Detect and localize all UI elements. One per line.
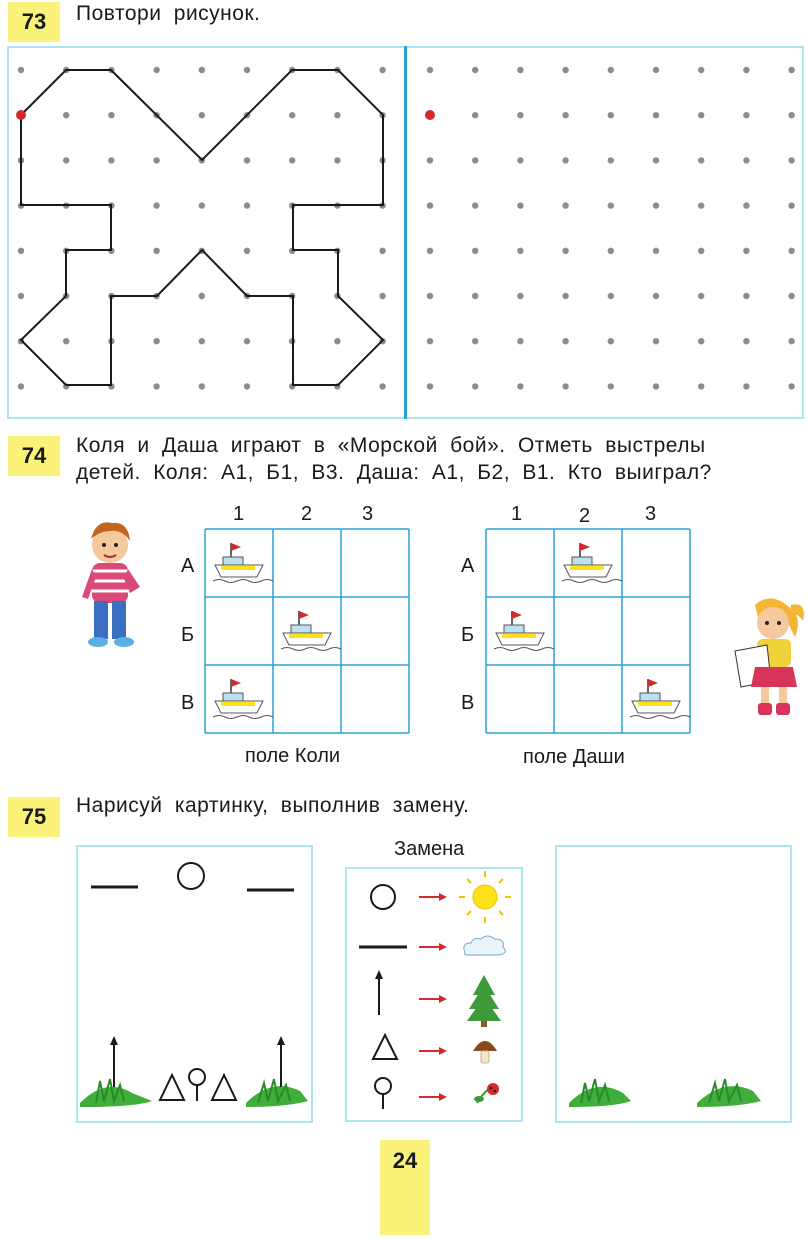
- legend-arrow: [419, 1093, 447, 1101]
- grid-dot: [788, 383, 794, 389]
- grid-dot: [562, 202, 568, 208]
- grid-dot: [153, 248, 159, 254]
- grid-dot: [517, 112, 523, 118]
- ship-icon: [213, 543, 273, 583]
- grid-dot: [653, 157, 659, 163]
- ship-icon: [562, 543, 622, 583]
- grid-dot: [379, 248, 385, 254]
- grid-dot: [698, 383, 704, 389]
- grid-dot: [517, 293, 523, 299]
- dasha-field-caption: поле Даши: [523, 746, 625, 768]
- ship-icon: [213, 679, 273, 719]
- grid-dot: [199, 202, 205, 208]
- grid-dot: [608, 157, 614, 163]
- cloud-icon: [464, 936, 505, 955]
- grid-dot: [562, 157, 568, 163]
- grid-dot: [743, 248, 749, 254]
- grid-dot: [427, 293, 433, 299]
- kolya-col-3: 3: [362, 503, 374, 525]
- triangle-symbol: [212, 1075, 236, 1100]
- task-74-line-1: Коля и Даша играют в «Морской бой». Отметь выстрелы: [76, 434, 706, 457]
- kolya-row-b: Б: [181, 624, 195, 646]
- circle-symbol: [178, 863, 204, 889]
- grid-dot: [653, 293, 659, 299]
- kolya-field-grid: [205, 529, 411, 735]
- grid-dot: [743, 157, 749, 163]
- dasha-col-1: 1: [511, 503, 523, 525]
- grid-dot: [517, 67, 523, 73]
- task-75-text: Нарисуй картинку, выполнив замену.: [76, 794, 470, 817]
- grass-left: [80, 1079, 152, 1107]
- triangle-icon: [373, 1035, 397, 1059]
- grid-dot: [427, 383, 433, 389]
- grid-dot: [427, 338, 433, 344]
- grid-dot: [63, 112, 69, 118]
- grid-dot: [379, 293, 385, 299]
- kolya-row-v: В: [181, 692, 195, 714]
- grid-dot: [698, 157, 704, 163]
- grid-dot: [244, 67, 250, 73]
- grass-right: [246, 1079, 308, 1107]
- sun-icon: [459, 871, 511, 923]
- grid-dot: [517, 338, 523, 344]
- grid-dot: [698, 338, 704, 344]
- grid-dot: [108, 112, 114, 118]
- grid-dot: [244, 248, 250, 254]
- dasha-col-3: 3: [645, 503, 657, 525]
- grid-dot: [653, 248, 659, 254]
- grid-dot: [788, 293, 794, 299]
- answer-grass: [555, 845, 792, 1123]
- grid-dot: [608, 112, 614, 118]
- task-74-number: 74: [8, 436, 60, 476]
- grid-dot: [334, 157, 340, 163]
- grid-dot: [199, 293, 205, 299]
- grass-left: [569, 1079, 631, 1107]
- grid-dot: [153, 67, 159, 73]
- dasha-col-2: 2: [579, 505, 591, 527]
- ship-icon: [494, 611, 554, 651]
- grid-dot: [244, 383, 250, 389]
- grid-dot: [698, 202, 704, 208]
- grid-dot: [743, 338, 749, 344]
- grid-dot: [608, 293, 614, 299]
- grid-dot: [427, 67, 433, 73]
- task-73-text: Повтори рисунок.: [76, 2, 261, 25]
- grid-dot: [63, 157, 69, 163]
- grid-dot: [562, 248, 568, 254]
- grid-dot: [608, 202, 614, 208]
- grid-dot: [472, 157, 478, 163]
- task-75-number: 75: [8, 797, 60, 837]
- girl-dasha-illustration: [733, 595, 808, 720]
- grid-dot: [788, 338, 794, 344]
- grid-dot: [199, 67, 205, 73]
- grid-dot: [743, 67, 749, 73]
- fir-tree-icon: [467, 975, 501, 1027]
- kolya-field-caption: поле Коли: [245, 745, 341, 767]
- page-number: 24: [380, 1140, 430, 1235]
- grid-dot: [289, 112, 295, 118]
- grid-dot: [18, 67, 24, 73]
- kolya-col-1: 1: [233, 503, 245, 525]
- symbol-picture: [76, 845, 313, 1123]
- grid-dot: [427, 248, 433, 254]
- grid-dot: [472, 293, 478, 299]
- grid-dot: [653, 112, 659, 118]
- grid-dot: [153, 338, 159, 344]
- grid-dot: [608, 338, 614, 344]
- grid-dot: [18, 293, 24, 299]
- grid-dot: [244, 338, 250, 344]
- circle-icon: [371, 885, 395, 909]
- grid-dot: [472, 248, 478, 254]
- dasha-row-v: В: [461, 692, 475, 714]
- lollipop-icon: [375, 1078, 391, 1094]
- lollipop-symbol: [189, 1069, 205, 1085]
- flower-ladybug-icon: [474, 1083, 499, 1103]
- grid-dot: [743, 293, 749, 299]
- legend-table: [345, 867, 523, 1122]
- dasha-field-grid: [486, 529, 692, 735]
- ship-icon: [630, 679, 690, 719]
- grid-dot: [289, 157, 295, 163]
- grid-dot: [698, 67, 704, 73]
- grid-dot: [379, 67, 385, 73]
- grid-dot: [63, 338, 69, 344]
- grid-dot: [653, 67, 659, 73]
- grid-dot: [608, 248, 614, 254]
- grid-dot: [334, 338, 340, 344]
- grid-dot: [472, 338, 478, 344]
- grid-dot: [743, 383, 749, 389]
- grid-dot: [472, 383, 478, 389]
- grid-dot: [562, 67, 568, 73]
- grid-dot: [517, 157, 523, 163]
- grid-dot: [788, 248, 794, 254]
- grid-dot: [698, 248, 704, 254]
- grid-dot: [653, 338, 659, 344]
- grid-dot: [653, 383, 659, 389]
- grid-dot: [788, 67, 794, 73]
- grid-dot: [379, 383, 385, 389]
- grid-dot: [562, 338, 568, 344]
- legend-arrow: [419, 1047, 447, 1055]
- grid-dot: [153, 202, 159, 208]
- start-dot-left: [16, 110, 26, 120]
- grid-dot: [199, 383, 205, 389]
- grid-dot: [427, 157, 433, 163]
- grid-dot: [472, 112, 478, 118]
- grid-dot: [108, 157, 114, 163]
- start-dot-right: [425, 110, 435, 120]
- mushroom-icon: [473, 1041, 497, 1063]
- grid-dot: [472, 67, 478, 73]
- grid-dot: [199, 112, 205, 118]
- legend-arrow: [419, 893, 447, 901]
- grid-dot: [18, 248, 24, 254]
- grid-dot: [18, 383, 24, 389]
- grid-dot: [562, 383, 568, 389]
- legend-arrow: [419, 943, 447, 951]
- triangle-symbol: [160, 1075, 184, 1100]
- grid-dot: [472, 202, 478, 208]
- grid-dot: [517, 202, 523, 208]
- grass-right: [697, 1079, 761, 1107]
- grid-dot: [743, 202, 749, 208]
- grid-dot: [562, 293, 568, 299]
- grid-dot: [244, 157, 250, 163]
- grid-dot: [743, 112, 749, 118]
- grid-dot: [608, 383, 614, 389]
- grid-dot: [153, 383, 159, 389]
- task-73-drawing: [0, 0, 808, 430]
- kolya-col-2: 2: [301, 503, 313, 525]
- task-74-line-2: детей. Коля: А1, Б1, В3. Даша: А1, Б2, В1. Кто выиграл?: [76, 461, 712, 484]
- grid-dot: [698, 293, 704, 299]
- dasha-row-a: А: [461, 555, 475, 577]
- legend-title: Замена: [394, 838, 465, 860]
- grid-dot: [608, 67, 614, 73]
- grid-dot: [788, 112, 794, 118]
- ship-icon: [281, 611, 341, 651]
- legend-arrow: [419, 995, 447, 1003]
- grid-dot: [334, 112, 340, 118]
- dasha-row-b: Б: [461, 624, 475, 646]
- grid-dot: [153, 157, 159, 163]
- boy-kolya-illustration: [76, 515, 146, 650]
- grid-dot: [517, 248, 523, 254]
- kolya-row-a: А: [181, 555, 195, 577]
- task-73-number: 73: [8, 2, 60, 42]
- grid-dot: [517, 383, 523, 389]
- grid-dot: [199, 338, 205, 344]
- grid-dot: [653, 202, 659, 208]
- grid-dot: [427, 202, 433, 208]
- grid-dot: [244, 202, 250, 208]
- grid-dot: [562, 112, 568, 118]
- grid-dot: [788, 157, 794, 163]
- grid-dot: [788, 202, 794, 208]
- grid-dot: [698, 112, 704, 118]
